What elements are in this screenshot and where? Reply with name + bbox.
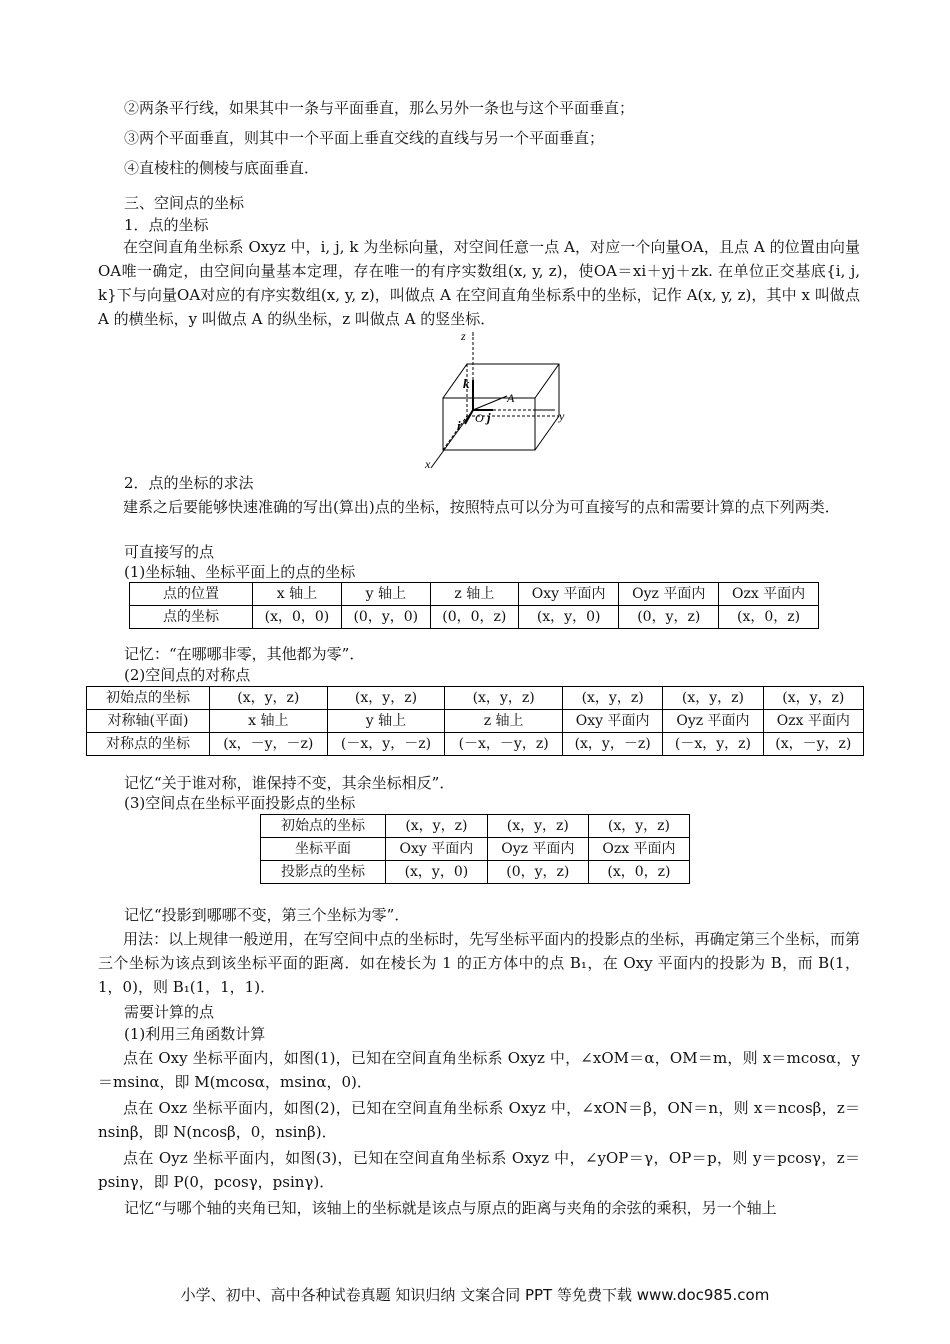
table-cell: Ozx 平面内 — [719, 583, 819, 606]
page-footer: 小学、初中、高中各种试卷真题 知识归纳 文案合同 PPT 等免费下载 www.doc985.com — [180, 1286, 770, 1304]
table-cell: (x，y，z) — [445, 687, 563, 710]
table-row — [87, 733, 864, 756]
table-cell: (0，0，z) — [430, 606, 518, 629]
table-cell: (x，－y，－z) — [210, 733, 328, 756]
table-cell: (x，y，z) — [663, 687, 763, 710]
table-cell: (x，y，z) — [210, 687, 328, 710]
table-cell: Oxy 平面内 — [562, 710, 662, 733]
paragraph-oyz: 点在 Oyz 坐标平面内，如图(3)，已知在空间直角坐标系 Oxyz 中，∠yOP＝γ，OP＝p，则 y＝pcosγ，z＝psinγ，即 P(0，pcosγ，psinγ)． — [98, 1149, 860, 1191]
symmetric-points-table — [86, 686, 864, 756]
table-cell: (x，y，－z) — [562, 733, 662, 756]
table-cell: (x，y，0) — [518, 606, 618, 629]
list-item-3: ③两个平面垂直，则其中一个平面上垂直交线的直线与另一个平面垂直； — [124, 129, 605, 147]
table-row — [87, 710, 864, 733]
table-cell: Oxy 平面内 — [386, 838, 488, 861]
paragraph-oxy: 点在 Oxy 坐标平面内，如图(1)，已知在空间直角坐标系 Oxyz 中，∠xOM＝α，OM＝m，则 x＝mcosα，y＝msinα，即 M(mcosα，msinα，0)． — [98, 1049, 860, 1091]
table-cell: (x，y，z) — [487, 815, 588, 838]
subsection-title-point-coordinates: 1．点的坐标 — [124, 216, 209, 234]
coordinate-cube-figure — [423, 328, 573, 473]
point-label-a: A — [507, 391, 515, 405]
axis-plane-points-table — [129, 582, 819, 629]
table-cell: z 轴上 — [445, 710, 563, 733]
table-cell: (0，y，z) — [487, 861, 588, 884]
memo-4: 记忆“与哪个轴的夹角已知，该轴上的坐标就是该点与原点的距离与夹角的余弦的乘积，另一个轴上 — [124, 1199, 777, 1217]
table-cell: (0，y，z) — [619, 606, 719, 629]
table-cell: (x，y，0) — [386, 861, 488, 884]
table-cell: 点的位置 — [130, 583, 253, 606]
table-cell: 对称点的坐标 — [87, 733, 210, 756]
table3-title: (3)空间点在坐标平面投影点的坐标 — [124, 794, 356, 812]
paragraph-oxz: 点在 Oxz 坐标平面内，如图(2)，已知在空间直角坐标系 Oxyz 中，∠xON＝β，ON＝n，则 x＝ncosβ，z＝nsinβ，即 N(ncosβ，0，nsinβ)． — [98, 1099, 860, 1141]
table-row — [87, 687, 864, 710]
axis-label-y: y — [559, 409, 565, 423]
table-row — [261, 815, 690, 838]
table-cell: 初始点的坐标 — [87, 687, 210, 710]
table-cell: (x，0，0) — [253, 606, 342, 629]
table-cell: y 轴上 — [341, 583, 430, 606]
projection-points-table — [260, 814, 690, 884]
paragraph-find-coordinates: 建系之后要能够快速准确的写出(算出)点的坐标，按照特点可以分为可直接写的点和需要计算的点下列两类． — [123, 498, 840, 516]
table-cell: Ozx 平面内 — [588, 838, 689, 861]
table-cell: 对称轴(平面) — [87, 710, 210, 733]
table-cell: (－x，y，z) — [663, 733, 763, 756]
memo-1: 记忆：“在哪哪非零，其他都为零”． — [124, 645, 365, 663]
axis-label-z: z — [461, 329, 466, 343]
table-cell: 坐标平面 — [261, 838, 386, 861]
table-cell: Ozx 平面内 — [763, 710, 863, 733]
section-title: 三、空间点的坐标 — [124, 194, 245, 212]
table-row — [130, 606, 819, 629]
table-cell: Oyz 平面内 — [619, 583, 719, 606]
subsection-title-find-coordinates: 2．点的坐标的求法 — [124, 474, 254, 492]
table-cell: (－x，y，－z) — [327, 733, 445, 756]
table-cell: 投影点的坐标 — [261, 861, 386, 884]
axis-label-x: x — [425, 457, 431, 471]
table-cell: (－x，－y，z) — [445, 733, 563, 756]
vector-label-j: j — [487, 410, 491, 425]
table-cell: (x，y，z) — [562, 687, 662, 710]
list-item-2: ②两条平行线，如果其中一条与平面垂直，那么另外一条也与这个平面垂直； — [124, 99, 635, 117]
table-row — [130, 583, 819, 606]
table-cell: x 轴上 — [253, 583, 342, 606]
table-cell: (x，y，z) — [327, 687, 445, 710]
table-row — [261, 861, 690, 884]
table-cell: 初始点的坐标 — [261, 815, 386, 838]
table-cell: (x，－y，z) — [763, 733, 863, 756]
paragraph-point-coordinates: 在空间直角坐标系 Oxyz 中，i, j, k 为坐标向量，对空间任意一点 A，对应一个向量OA，且点 A 的位置由向量OA唯一确定，由空间向量基本定理，存在唯一的有序实数组(x, y, z)，使OA＝xi＋yj＋zk. 在单位正交基底{i, j, k}下与向量OA对应的有序实数组(x, y, z)，叫做点 A 在空间直角坐标系中的坐标，记作 A(x, y, z)，其中 x 叫做点 A 的横坐标，y 叫做点 A 的纵坐标，z 叫做点 A 的竖坐标． — [98, 238, 860, 328]
table-cell: 点的坐标 — [130, 606, 253, 629]
origin-label: O — [475, 411, 484, 425]
table-cell: Oyz 平面内 — [487, 838, 588, 861]
trig-title: (1)利用三角函数计算 — [124, 1025, 266, 1043]
memo-2: 记忆“关于谁对称，谁保持不变，其余坐标相反”． — [124, 774, 455, 792]
table-cell: (x，0，z) — [588, 861, 689, 884]
usage-paragraph: 用法：以上规律一般逆用，在写空间中点的坐标时，先写坐标平面内的投影点的坐标，再确定第三个坐标，而第三个坐标为该点到该坐标平面的距离．如在棱长为 1 的正方体中的点 B₁，在 Oxy 平面内的投影为 B，而 B(1，1，0)，则 B₁(1，1，1)． — [98, 930, 860, 996]
vector-label-i: i — [457, 418, 461, 433]
memo-3: 记忆“投影到哪哪不变，第三个坐标为零”． — [124, 906, 410, 924]
table-cell: Oxy 平面内 — [518, 583, 618, 606]
table-cell: z 轴上 — [430, 583, 518, 606]
table-cell: (x，0，z) — [719, 606, 819, 629]
table2-title: (2)空间点的对称点 — [124, 666, 251, 684]
table-cell: (x，y，z) — [588, 815, 689, 838]
table-cell: Oyz 平面内 — [663, 710, 763, 733]
list-item-4: ④直棱柱的侧棱与底面垂直． — [124, 159, 320, 177]
compute-points-title: 需要计算的点 — [124, 1003, 215, 1021]
vector-label-k: k — [463, 376, 470, 391]
table-cell: (x，y，z) — [386, 815, 488, 838]
table-row — [261, 838, 690, 861]
table-cell: y 轴上 — [327, 710, 445, 733]
table-cell: x 轴上 — [210, 710, 328, 733]
direct-points-title: 可直接写的点 — [124, 543, 215, 561]
table1-title: (1)坐标轴、坐标平面上的点的坐标 — [124, 563, 356, 581]
table-cell: (0，y，0) — [341, 606, 430, 629]
table-cell: (x，y，z) — [763, 687, 863, 710]
